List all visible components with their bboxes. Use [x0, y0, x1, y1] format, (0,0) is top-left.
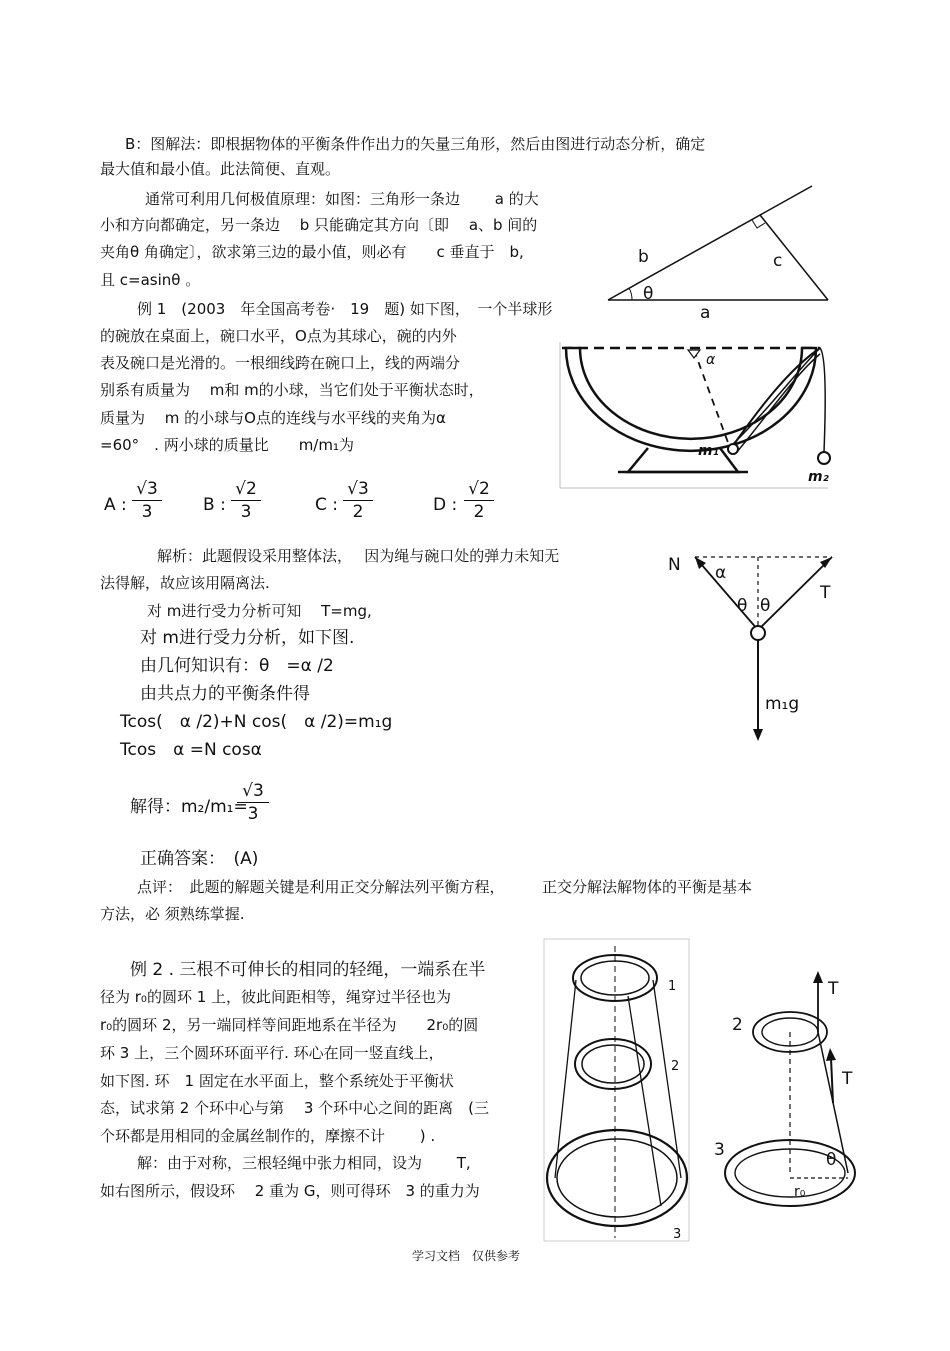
intro-paragraph-2: 小和方向都确定，另一条边 b 只能确定其方向〔即 a、b 间的: [100, 216, 538, 234]
solve-numerator: √3: [237, 780, 269, 803]
intro-paragraph-1: 通常可利用几何极值原理：如图：三角形一条边 a 的大: [145, 190, 539, 208]
option-b-numerator: √2: [231, 478, 261, 501]
triangle-diagram: [600, 180, 840, 330]
bowl-label-m1: m₁: [698, 443, 719, 459]
analysis-line-2: 法得解，故应该用隔离法.: [100, 574, 270, 592]
force-label-alpha: α: [715, 563, 727, 583]
rings-diagram: [543, 938, 691, 1243]
option-b-fraction: [231, 478, 261, 523]
example1-line-4: 别系有质量为 m和 m的小球，当它们处于平衡状态时，: [100, 381, 484, 399]
analysis-line-5: 由几何知识有：θ =α /2: [140, 656, 334, 676]
comment-line-2: 方法，必 须熟练掌握.: [100, 905, 245, 923]
ring-force-label-r0: r₀: [794, 1184, 806, 1200]
equation-1: Tcos( α /2)+N cos( α /2)=m₁g: [120, 712, 393, 732]
analysis-line-6: 由共点力的平衡条件得: [140, 684, 310, 704]
ring-force-label-T-top: T: [828, 979, 839, 999]
triangle-label-theta: θ: [643, 284, 654, 304]
intro-line-1: B：图解法：即根据物体的平衡条件作出力的矢量三角形，然后由图进行动态分析，确定: [125, 135, 706, 153]
bowl-diagram: [558, 340, 833, 490]
option-d-denominator: 2: [473, 502, 485, 522]
option-d-numerator: √2: [464, 478, 494, 501]
ring-force-label-T-mid: T: [842, 1069, 853, 1089]
intro-paragraph-3: 夹角θ 角确定〕，欲求第三边的最小值，则必有 c 垂直于 b,: [100, 243, 524, 261]
ring-force-label-theta: θ: [826, 1150, 837, 1170]
ring-force-label-2: 2: [732, 1015, 743, 1035]
option-c-label: C :: [315, 495, 339, 515]
correct-answer: 正确答案： (A): [140, 849, 259, 869]
example2-line-2: 径为 r₀的圆环 1 上，彼此间距相等，绳穿过半径也为: [100, 988, 452, 1006]
rings-label-1: 1: [668, 979, 677, 994]
equation-2: Tcos α =N cosα: [120, 740, 262, 760]
option-d-label: D :: [433, 495, 458, 515]
example1-line-3: 表及碗口是光滑的。一根细线跨在碗口上，线的两端分: [100, 354, 461, 372]
option-b-label: B :: [203, 495, 226, 515]
example2-line-6: 态，试求第 2 个环中心与第 3 个环中心之间的距离 (三: [100, 1099, 490, 1117]
rings-label-2: 2: [671, 1059, 680, 1074]
intro-line-2: 最大值和最小值。此法简便、直观。: [100, 160, 341, 178]
bowl-label-m2: m₂: [808, 469, 829, 485]
example1-line-5: 质量为 m 的小球与O点的连线与水平线的夹角为α: [100, 409, 446, 427]
option-a-numerator: √3: [132, 478, 162, 501]
force-label-m1g: m₁g: [765, 694, 800, 714]
triangle-label-a: a: [700, 303, 711, 323]
triangle-label-b: b: [638, 247, 649, 267]
force-label-theta-right: θ: [760, 596, 771, 616]
example2-line-4: 环 3 上，三个圆环环面平行. 环心在同一竖直线上，: [100, 1044, 444, 1062]
example2-line-8: 解：由于对称，三根轻绳中张力相同，设为 T,: [137, 1154, 471, 1172]
analysis-line-3: 对 m进行受力分析可知 T=mg,: [147, 602, 372, 620]
solve-fraction: [237, 780, 269, 825]
bowl-label-alpha: α: [706, 352, 716, 368]
rings-label-3: 3: [673, 1227, 682, 1242]
option-b-denominator: 3: [240, 502, 252, 522]
option-c-numerator: √3: [343, 478, 373, 501]
solve-label: 解得：m₂/m₁=: [130, 797, 248, 817]
option-c-fraction: [343, 478, 373, 523]
solve-denominator: 3: [247, 804, 259, 824]
option-a-fraction: [132, 478, 162, 523]
option-d-fraction: [464, 478, 494, 523]
example2-line-3: r₀的圆环 2，另一端同样等间距地系在半径为 2r₀的圆: [100, 1016, 479, 1034]
example2-line-9: 如右图所示，假设环 2 重为 G，则可得环 3 的重力为: [100, 1182, 480, 1200]
force-label-theta-left: θ: [737, 596, 748, 616]
example1-line-1: 例 1 (2003 年全国高考卷· 19 题) 如下图， 一个半球形: [137, 300, 553, 318]
option-a-denominator: 3: [141, 502, 153, 522]
analysis-line-4: 对 m进行受力分析，如下图.: [140, 628, 355, 648]
ring-force-diagram: [710, 968, 870, 1208]
example1-line-6: =60° . 两小球的质量比 m/m₁为: [100, 436, 354, 454]
analysis-line-1: 解析：此题假设采用整体法， 因为绳与碗口处的弹力未知无: [157, 547, 560, 565]
example2-line-1: 例 2 . 三根不可伸长的相同的轻绳，一端系在半: [130, 960, 486, 980]
example2-line-5: 如下图. 环 1 固定在水平面上，整个系统处于平衡状: [100, 1072, 454, 1090]
force-label-T: T: [820, 583, 831, 603]
example2-line-7: 个环都是用相同的金属丝制作的，摩擦不计 ) .: [100, 1127, 436, 1145]
force-label-N: N: [668, 555, 681, 575]
page-footer: 学习文档 仅供参考: [412, 1249, 521, 1263]
ring-force-label-3: 3: [714, 1140, 725, 1160]
option-c-denominator: 2: [352, 502, 364, 522]
comment-line-1: 点评： 此题的解题关键是利用正交分解法列平衡方程， 正交分解法解物体的平衡是基本: [137, 878, 753, 896]
intro-paragraph-4: 且 c=asinθ 。: [100, 271, 201, 289]
triangle-label-c: c: [773, 251, 783, 271]
force-diagram: [660, 545, 850, 750]
example1-line-2: 的碗放在桌面上，碗口水平，O点为其球心，碗的内外: [100, 327, 457, 345]
option-a-label: A :: [104, 495, 127, 515]
